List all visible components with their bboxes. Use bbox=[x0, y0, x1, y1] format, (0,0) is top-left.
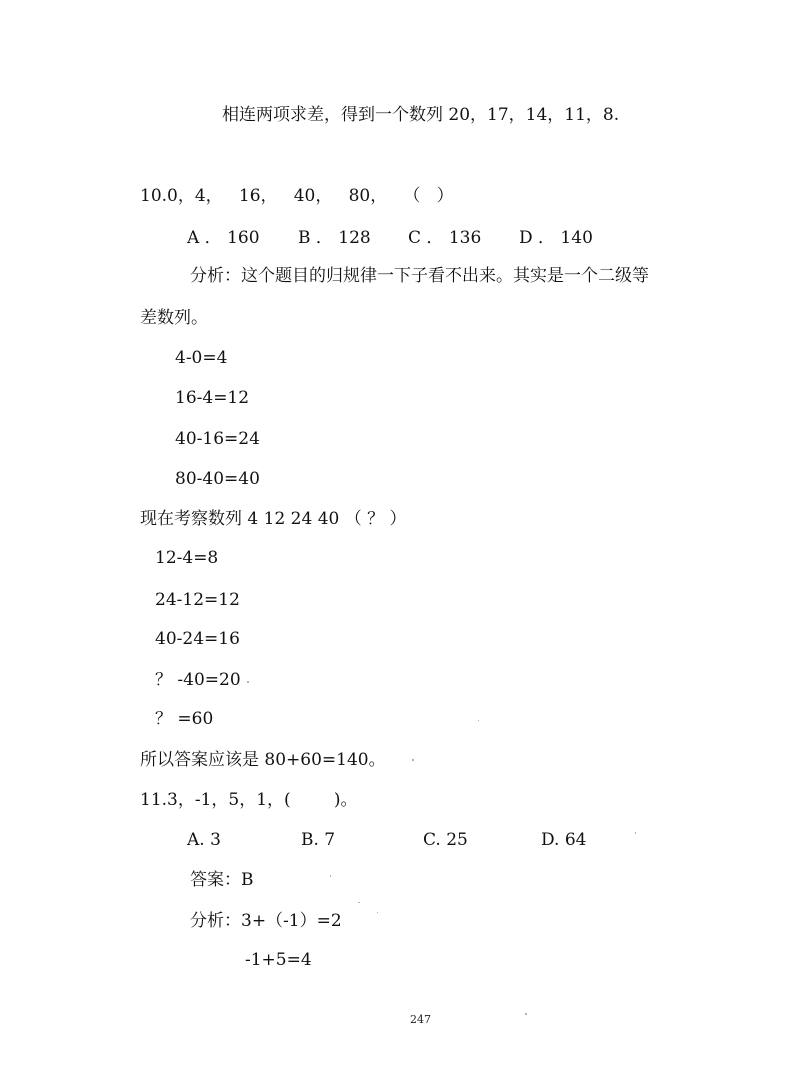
q10-second-diff-4: ？ -40=20 bbox=[155, 670, 241, 690]
q10-diff-4: 80-40=40 bbox=[175, 469, 260, 489]
q11-option-b: B. 7 bbox=[301, 830, 336, 850]
q10-diff-1: 4-0=4 bbox=[175, 348, 228, 368]
scan-speck bbox=[412, 759, 414, 761]
scan-speck bbox=[478, 720, 479, 721]
q10-second-diff-3: 40-24=16 bbox=[155, 629, 240, 649]
q11-answer: 答案：B bbox=[190, 870, 254, 890]
q10-option-c: C ． 136 bbox=[408, 228, 482, 248]
q10-second-diff-2: 24-12=12 bbox=[155, 590, 240, 610]
q11-analysis-line-2: -1+5=4 bbox=[245, 950, 312, 970]
scan-speck bbox=[358, 902, 360, 903]
intro-line: 相连两项求差，得到一个数列 20，17，14，11，8. bbox=[222, 105, 620, 125]
q11-option-a: A. 3 bbox=[187, 830, 221, 850]
scan-speck bbox=[247, 681, 249, 683]
question-11: 11.3，-1，5，1，( )。 bbox=[140, 790, 358, 810]
q10-analysis-line-1: 分析：这个题目的归规律一下子看不出来。其实是一个二级等 bbox=[190, 266, 649, 286]
scan-speck bbox=[635, 832, 636, 834]
q11-option-d: D. 64 bbox=[541, 830, 587, 850]
q10-observe-line: 现在考察数列 4 12 24 40 （ ？ ） bbox=[140, 509, 407, 529]
scan-speck bbox=[525, 1013, 527, 1015]
scan-speck bbox=[330, 875, 331, 877]
q10-option-a: A ． 160 bbox=[187, 228, 260, 248]
q10-diff-3: 40-16=24 bbox=[175, 429, 260, 449]
q10-option-b: B ． 128 bbox=[298, 228, 371, 248]
q10-second-diff-5: ？ =60 bbox=[155, 709, 214, 729]
q10-conclusion: 所以答案应该是 80+60=140。 bbox=[140, 750, 386, 770]
scan-speck bbox=[377, 912, 378, 913]
page-number: 247 bbox=[410, 1013, 431, 1026]
question-10: 10.0，4， 16， 40， 80， （ ） bbox=[140, 186, 454, 206]
q11-analysis-line-1: 分析：3+（-1）=2 bbox=[190, 911, 342, 931]
q10-second-diff-1: 12-4=8 bbox=[155, 548, 219, 568]
q10-analysis-line-2: 差数列。 bbox=[140, 308, 208, 328]
q10-diff-2: 16-4=12 bbox=[175, 388, 250, 408]
q11-option-c: C. 25 bbox=[423, 830, 468, 850]
q10-option-d: D ． 140 bbox=[519, 228, 593, 248]
